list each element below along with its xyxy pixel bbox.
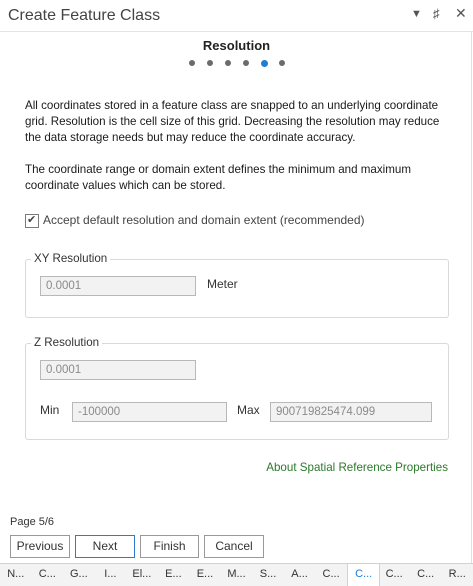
pane-tab[interactable]: A...: [291, 568, 308, 580]
spatial-reference-link[interactable]: About Spatial Reference Properties: [266, 461, 448, 474]
next-button[interactable]: Next: [75, 535, 135, 558]
pane-tab[interactable]: C...: [38, 568, 56, 580]
step-title: Resolution: [202, 38, 271, 53]
min-label: Min: [40, 403, 60, 417]
step-dot: [279, 60, 285, 66]
step-dot: [243, 60, 249, 66]
pane-tab[interactable]: El...: [132, 568, 152, 580]
pin-icon[interactable]: ♯: [433, 6, 440, 21]
pane-border: [471, 31, 472, 563]
pane-tab[interactable]: E...: [196, 568, 214, 580]
title-bar: [0, 0, 473, 32]
pane-tab[interactable]: E...: [165, 568, 182, 580]
pane-tab[interactable]: N...: [7, 568, 25, 580]
domain-description: The coordinate range or domain extent defines the minimum and maximum coordinate values which can be stored.: [25, 163, 412, 192]
resolution-description: All coordinates stored in a feature class are snapped to an underlying coordinate grid. Resolution is the cell size of this grid. Decreasing the resolution may reduce the data storage needs but may reduce the coordinate accuracy.: [25, 99, 440, 144]
step-dot: [189, 60, 195, 66]
window-title: Create Feature Class: [8, 7, 161, 24]
min-input[interactable]: -100000: [72, 402, 227, 422]
step-dot: [225, 60, 231, 66]
pane-tab[interactable]: R...: [448, 568, 466, 580]
previous-button[interactable]: Previous: [10, 535, 70, 558]
cancel-button[interactable]: Cancel: [204, 535, 264, 558]
step-dot-active: [261, 60, 268, 67]
max-label: Max: [237, 403, 260, 417]
max-input[interactable]: 900719825474.099: [270, 402, 432, 422]
pane-tab[interactable]: I...: [104, 568, 117, 580]
pane-tab[interactable]: G...: [69, 568, 88, 580]
xy-resolution-legend: XY Resolution: [31, 252, 110, 265]
pane-tab[interactable]: C...: [385, 568, 403, 580]
checkbox-checked[interactable]: [25, 214, 39, 228]
z-resolution-group: [25, 343, 449, 440]
pane-tab[interactable]: S...: [259, 568, 277, 580]
z-resolution-legend: Z Resolution: [31, 336, 102, 349]
pane-tab[interactable]: M...: [227, 568, 246, 580]
pane-tab-strip: [0, 563, 473, 586]
close-icon[interactable]: ✕: [455, 5, 467, 21]
pane-tab[interactable]: C...: [417, 568, 435, 580]
pane-tab[interactable]: C...: [322, 568, 340, 580]
xy-unit-label: Meter: [207, 277, 238, 291]
pane-tab-active[interactable]: C...: [347, 564, 381, 586]
checkbox-label: Accept default resolution and domain extent (recommended): [43, 213, 365, 227]
xy-resolution-input[interactable]: 0.0001: [40, 276, 196, 296]
z-resolution-input[interactable]: 0.0001: [40, 360, 196, 380]
finish-button[interactable]: Finish: [140, 535, 199, 558]
chevron-down-icon[interactable]: ▼: [411, 8, 422, 20]
page-indicator: Page 5/6: [10, 516, 55, 528]
step-dot: [207, 60, 213, 66]
